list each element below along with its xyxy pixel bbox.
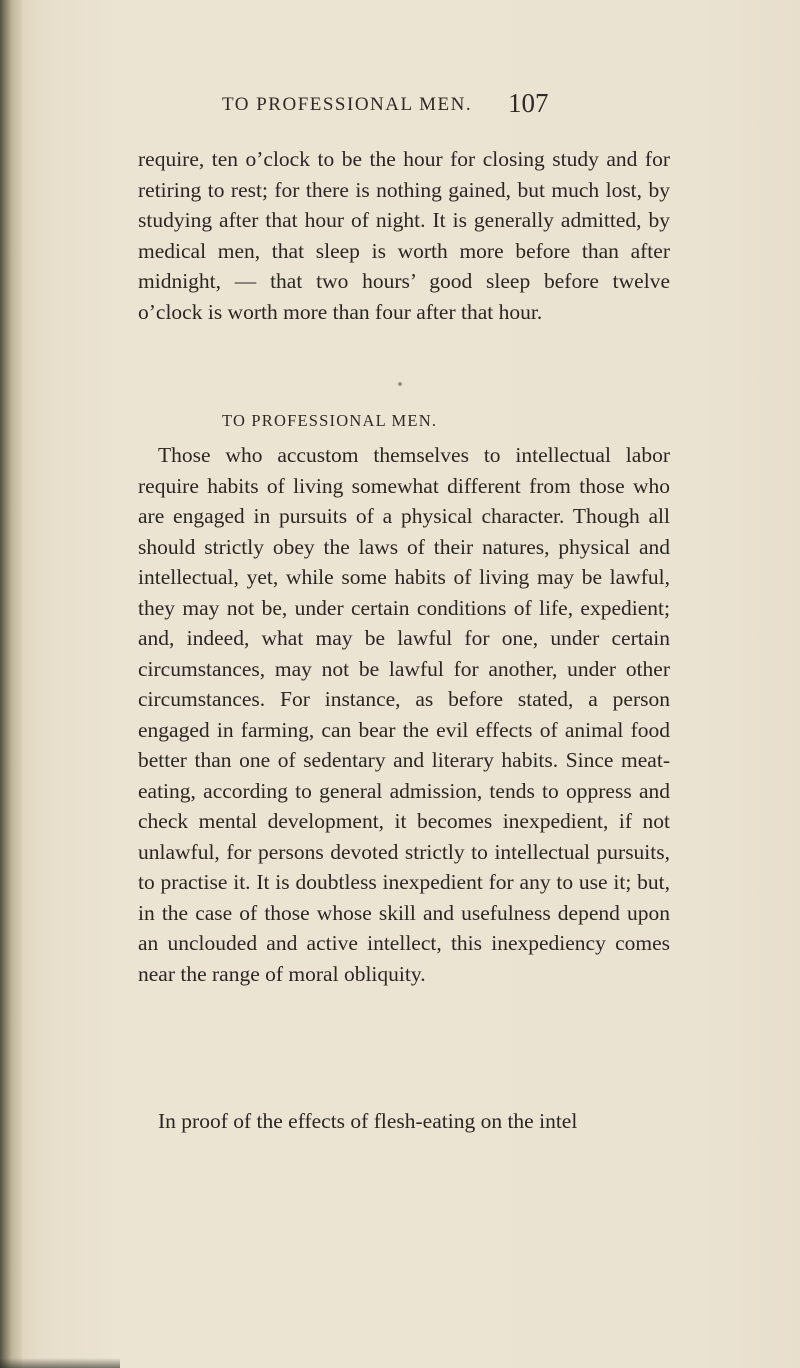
- page-number: 107: [508, 88, 549, 118]
- paragraph-1: require, ten o’clock to be the hour for closing study and for retiring to rest; for there is nothing gained, but much lost, by studying after that hour of night. It is generally admitted, by medical men, that sleep is worth more before than after midnight, — that two hours’ good sleep before twelve o’clock is worth more than four after that hour.: [138, 147, 670, 324]
- book-spine-edge: [0, 0, 22, 1368]
- print-speck: [398, 382, 402, 386]
- paragraph-3: In proof of the effects of flesh-eating on the intel: [158, 1109, 578, 1133]
- page-header: [0, 88, 800, 128]
- running-head: TO PROFESSIONAL MEN.: [222, 94, 473, 115]
- page-bottom-shadow: [0, 1358, 120, 1368]
- paragraph-2: Those who accustom themselves to intellectual labor require habits of living somewhat different from those who are engaged in pursuits of a physical character. Though all should strictly obey the laws of their natures, physical and intellectual, yet, while some habits of living may be lawful, they may not be, under certain conditions of life, expedient; and, indeed, what may be lawful for one, under certain circumstances, may not be lawful for another, under other circumstances. For instance, as before stated, a person engaged in farming, can bear the evil effects of animal food better than one of sedentary and literary habits. Since meat-eating, according to general admission, tends to oppress and check mental development, it becomes inexpedient, if not unlawful, for persons devoted strictly to intellectual pursuits, to practise it. It is doubtless inexpedient for any to use it; but, in the case of those whose skill and usefulness depend upon an unclouded and active intellect, this inexpediency comes near the range of moral obliquity.: [138, 443, 670, 986]
- section-heading: TO PROFESSIONAL MEN.: [222, 411, 438, 430]
